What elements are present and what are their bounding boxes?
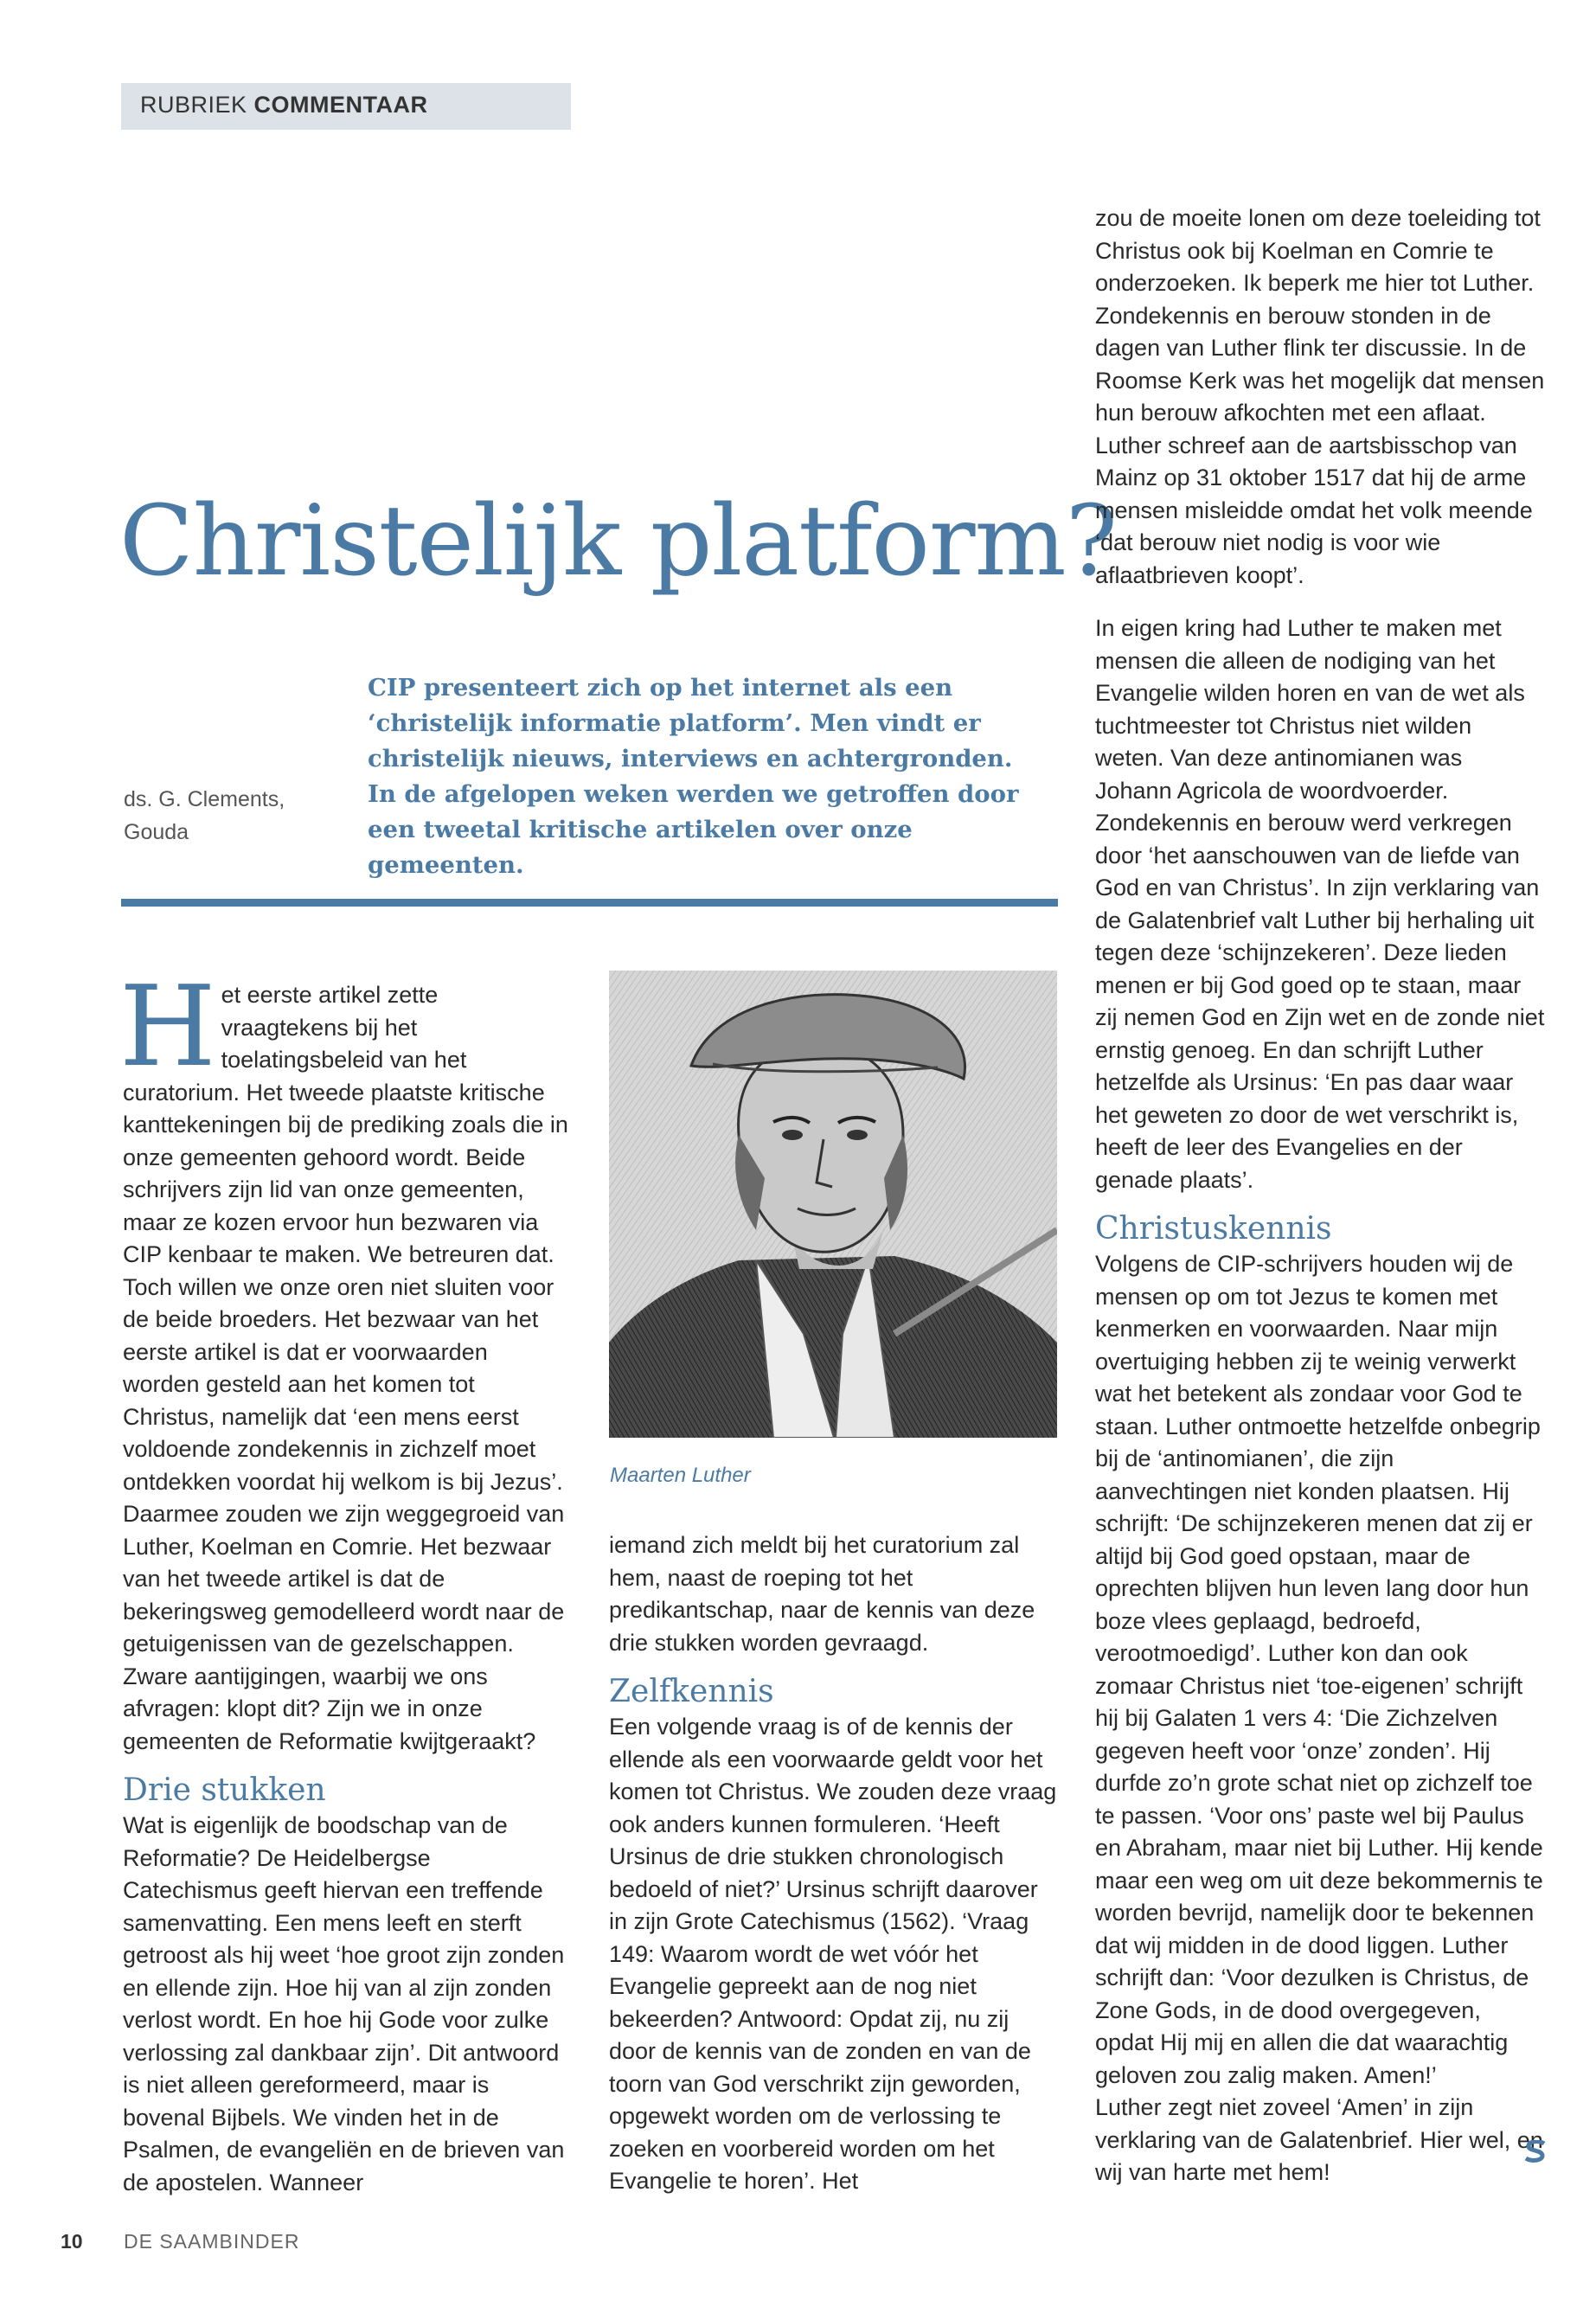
magazine-name: DE SAAMBINDER bbox=[124, 2230, 300, 2253]
paragraph: iemand zich meldt bij het curatorium zal hem, naast de roeping tot het predikantschap, naar de kennis van deze drie stukken worden gevraagd. bbox=[609, 1532, 1035, 1656]
portrait-image bbox=[609, 971, 1057, 1438]
article-column-1 bbox=[119, 963, 569, 2199]
paragraph: Een volgende vraag is of de kennis der ellende als een voorwaarde geldt voor het komen tot Christus. We zouden deze vraag ook anders kunnen formuleren. ‘Heeft Ursinus de drie stukken chronologisch bedoeld of niet?’ Ursinus schrijft daarover in zijn Grote Catechismus (1562). ‘Vraag 149: Waarom wordt de wet vóór het Evangelie gepreekt aan de nog niet bekeerden? Antwoord: Opdat zij, nu zij door de kennis van de zonden en van de toorn van God verschrikt zijn geworden, opgewekt worden om de verlossing te zoeken en voorbereid worden om het Evangelie te horen’. Het bbox=[609, 1714, 1057, 2194]
article-title: Christelijk platform? bbox=[119, 485, 1117, 598]
end-of-article-icon bbox=[1523, 2140, 1548, 2163]
paragraph: zou de moeite lonen om deze toeleiding tot Christus ook bij Koelman en Comrie te onderzoeken. Ik beperk me hier tot Luther. Zondekennis en berouw stonden in de dagen van Luther flink ter discussie. In de Roomse Kerk was het mogelijk dat mensen hun berouw afkochten met een aflaat. Luther schreef aan de aartsbisschop van Mainz op 31 oktober 1517 dat hij de arme mensen misleidde omdat het volk meende ‘dat berouw niet nodig is voor wie aflaatbrieven koopt’. bbox=[1095, 205, 1545, 588]
byline bbox=[124, 783, 285, 849]
page-number: 10 bbox=[61, 2230, 83, 2253]
article-intro: CIP presenteert zich op het internet als een ‘christelijk informatie platform’. Men vindt er christelijk nieuws, interviews en achtergronden. In de afgelopen weken werden we getroffen door een tweetal kritische artikelen over onze gemeenten. bbox=[368, 674, 1019, 879]
author-name: ds. G. Clements, bbox=[124, 787, 285, 811]
article-column-2 bbox=[609, 1529, 1059, 2198]
subheading-drie-stukken: Drie stukken bbox=[123, 1772, 326, 1808]
drop-cap: H bbox=[119, 963, 216, 1092]
paragraph: Luther zegt niet zoveel ‘Amen’ in zijn verklaring van de Galatenbrief. Hier wel, en wij van harte met hem! bbox=[1095, 2094, 1543, 2185]
image-caption: Maarten Luther bbox=[610, 1464, 751, 1487]
subheading-zelfkennis: Zelfkennis bbox=[609, 1674, 774, 1709]
author-location: Gouda bbox=[124, 820, 189, 844]
paragraph: Volgens de CIP-schrijvers houden wij de mensen op om tot Jezus te komen met kenmerken en voorwaarden. Naar mijn overtuiging hebben zij te weinig verwerkt wat het betekent als zondaar voor God te staan. Luther ontmoette hetzelfde onbegrip bij de ‘antinomianen’, die zijn aanvechtingen niet konden plaatsen. Hij schrijft: ‘De schijnzekeren menen dat zij er altijd bij God goed opstaan, maar de oprechten blijven hun leven lang door hun boze vlees geplaagd, bedroefd, verootmoedigd’. Luther kon dan ook zomaar Christus niet ‘toe-eigenen’ schrijft hij bij Galaten 1 vers 4: ‘Die Zichzelven gegeven heeft voor ‘onze’ zonden’. Hij durfde zo’n grote schat niet op zichzelf toe te passen. ‘Voor ons’ paste wel bij Paulus en Abraham, maar niet bij Luther. Hij kende maar een weg om uit deze bekommernis te worden bevrijd, namelijk door te bekennen dat wij midden in de dood liggen. Luther schrijft dan: ‘Voor dezulken is Christus, de Zone Gods, in de dood overgegeven, opdat Hij mij en allen die dat waarachtig geloven zou zalig maken. Amen!’ bbox=[1095, 1251, 1543, 2088]
paragraph: Toch willen we onze oren niet sluiten voor de beide broeders. Het bezwaar van het eerste artikel is dat er voorwaarden worden gesteld aan het komen tot Christus, namelijk dat ‘een mens eerst voldoende zondekennis in zichzelf moet ontdekken voordat hij welkom is bij Jezus’. Daarmee zouden we zijn weggegroeid van Luther, Koelman en Comrie. Het bezwaar van het tweede artikel is dat de bekeringsweg gemodelleerd wordt naar de getuigenissen van de gezelschappen. Zware aantijgingen, waarbij we ons afvragen: klopt dit? Zijn we in onze gemeenten de Reformatie kwijtgeraakt? bbox=[123, 1273, 565, 1754]
article-column-3 bbox=[1095, 202, 1545, 2189]
section-label-name: COMMENTAAR bbox=[253, 92, 428, 118]
paragraph: In eigen kring had Luther te maken met mensen die alleen de nodiging van het Evangelie wilden horen en van de wet als tuchtmeester tot Christus niet wilden weten. Van deze antinomianen was Johann Agricola de woordvoerder. Zondekennis en berouw werd verkregen door ‘het aanschouwen van de liefde van God en van Christus’. In zijn verklaring van de Galatenbrief valt Luther bij herhaling uit tegen deze ‘schijnzekeren’. Deze lieden menen er bij God goed op te staan, maar zij nemen God en Zijn wet en de zonde niet ernstig genoeg. En dan schrijft Luther hetzelfde als Ursinus: ‘En pas daar waar het geweten zo door de wet verschrikt is, heeft de leer des Evangelies en der genade plaats’. bbox=[1095, 615, 1545, 1193]
paragraph: Wat is eigenlijk de boodschap van de Reformatie? De Heidelbergse Catechismus geeft hiervan een treffende samenvatting. Een mens leeft en sterft getroost als hij weet ‘hoe groot zijn zonden en ellende zijn. Hoe hij van al zijn zonden verlost wordt. En hoe hij Gode voor zulke verlossing zal dankbaar zijn’. Dit antwoord is niet alleen gereformeerd, maar is bovenal Bijbels. We vinden het in de Psalmen, de evangeliën en de brieven van de apostelen. Wanneer bbox=[123, 1812, 565, 2195]
paragraph: et eerste artikel zette vraagtekens bij het toelatingsbeleid van het curatorium. Het tweede plaatste kritische kanttekeningen bij de prediking zoals die in onze gemeenten gehoord wordt. Beide schrijvers zijn lid van onze gemeenten, maar ze kozen ervoor hun bezwaren via CIP kenbaar te maken. We betreuren dat. bbox=[123, 982, 568, 1267]
section-label-prefix: RUBRIEK bbox=[140, 92, 247, 118]
section-divider bbox=[121, 899, 1058, 907]
luther-portrait-illustration bbox=[609, 971, 1057, 1438]
subheading-christuskennis: Christuskennis bbox=[1095, 1211, 1332, 1247]
section-label bbox=[121, 83, 571, 130]
